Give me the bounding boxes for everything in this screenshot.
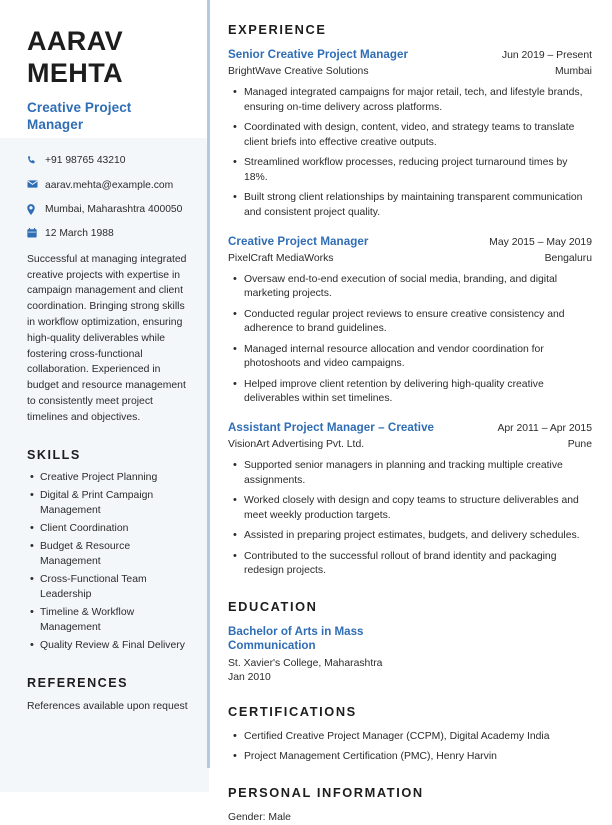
skills-list — [27, 471, 191, 654]
education-heading: EDUCATION — [228, 599, 592, 614]
job-location: Mumbai — [555, 65, 592, 79]
job-dates: May 2015 – May 2019 — [489, 236, 592, 249]
list-item: • Cross-Functional Team Leadership — [40, 573, 191, 603]
references-heading: REFERENCES — [27, 676, 191, 690]
job-dates: Apr 2011 – Apr 2015 — [497, 422, 592, 435]
skills-heading: SKILLS — [27, 448, 191, 462]
list-item: • Client Coordination — [40, 522, 191, 537]
candidate-name — [27, 26, 191, 90]
contact-phone-text: +91 98765 43210 — [45, 154, 125, 167]
contact-list — [27, 133, 191, 241]
list-item: • Project Management Certification (PMC), Henry Harvin — [244, 750, 592, 765]
entry-title-row — [228, 48, 592, 62]
job-title: Senior Creative Project Manager — [228, 48, 408, 62]
list-item: • Oversaw end-to-end execution of social media, branding, and digital marketing projects. — [244, 273, 592, 302]
list-item: • Budget & Resource Management — [40, 540, 191, 570]
job-bullets — [228, 86, 592, 221]
job-title: Creative Project Manager — [228, 235, 368, 249]
experience-entry — [228, 48, 592, 221]
professional-summary: Successful at managing integrated creative projects with expertise in campaign management and client coordination. Bringing strong skills in workflow optimization, ensuring high-quality deliverables while fostering cross-functional collaboration. Experienced in budget and resource management to consistently meet project timelines and objectives. — [27, 252, 191, 426]
certifications-heading: CERTIFICATIONS — [228, 704, 592, 719]
contact-location-text: Mumbai, Maharashtra 400050 — [45, 203, 182, 216]
contact-birthdate-text: 12 March 1988 — [45, 227, 114, 240]
contact-email-text: aarav.mehta@example.com — [45, 179, 173, 192]
job-dates: Jun 2019 – Present — [502, 49, 592, 62]
education-school: St. Xavier's College, Maharashtra — [228, 657, 592, 671]
job-company: VisionArt Advertising Pvt. Ltd. — [228, 438, 364, 452]
job-company: PixelCraft MediaWorks — [228, 252, 333, 266]
list-item: • Managed integrated campaigns for major retail, tech, and lifestyle brands, ensuring on-time delivery across platforms. — [244, 86, 592, 115]
contact-item-email — [27, 179, 191, 192]
calendar-icon — [27, 228, 40, 238]
job-bullets — [228, 273, 592, 408]
sidebar — [0, 0, 209, 792]
list-item: • Certified Creative Project Manager (CCPM), Digital Academy India — [244, 730, 592, 745]
list-item: • Timeline & Workflow Management — [40, 606, 191, 636]
list-item: • Assisted in preparing project estimates, budgets, and delivery schedules. — [244, 529, 592, 544]
entry-org-row — [228, 252, 592, 266]
job-company: BrightWave Creative Solutions — [228, 65, 369, 79]
contact-item-phone — [27, 154, 191, 167]
candidate-role: Creative Project Manager — [27, 99, 191, 134]
entry-title-row — [228, 421, 592, 435]
name-line-2: MEHTA — [27, 58, 191, 90]
education-date: Jan 2010 — [228, 671, 592, 685]
list-item: • Creative Project Planning — [40, 471, 191, 486]
experience-entry — [228, 421, 592, 579]
list-item: • Contributed to the successful rollout of brand identity and packaging redesign projects. — [244, 550, 592, 579]
name-line-1: AARAV — [27, 26, 191, 58]
list-item: • Managed internal resource allocation and vendor coordination for photoshoots and video campaigns. — [244, 343, 592, 372]
list-item: • Conducted regular project reviews to ensure creative consistency and adherence to brand guidelines. — [244, 308, 592, 337]
job-location: Pune — [568, 438, 592, 452]
contact-item-location — [27, 203, 191, 216]
entry-org-row — [228, 65, 592, 79]
entry-org-row — [228, 438, 592, 452]
certifications-list — [228, 730, 592, 764]
list-item: • Digital & Print Campaign Management — [40, 489, 191, 519]
list-item: • Supported senior managers in planning and tracking multiple creative assignments. — [244, 459, 592, 488]
education-degree: Bachelor of Arts in Mass Communication — [228, 625, 428, 654]
main-column — [209, 0, 612, 792]
list-item: • Coordinated with design, content, video, and strategy teams to translate client briefs into effective creative outputs. — [244, 121, 592, 150]
list-item: • Streamlined workflow processes, reducing project turnaround times by 18%. — [244, 156, 592, 185]
experience-entry — [228, 235, 592, 408]
job-bullets — [228, 459, 592, 579]
job-location: Bengaluru — [545, 252, 592, 266]
contact-item-birthdate — [27, 227, 191, 240]
experience-heading: EXPERIENCE — [228, 22, 592, 37]
entry-title-row — [228, 235, 592, 249]
list-item: • Quality Review & Final Delivery — [40, 639, 191, 654]
personal-gender: Gender: Male — [228, 811, 592, 825]
location-pin-icon — [27, 204, 40, 215]
list-item: • Helped improve client retention by delivering high-quality creative deliverables within set timelines. — [244, 378, 592, 407]
name-block — [27, 0, 191, 133]
education-entry — [228, 625, 592, 684]
email-icon — [27, 180, 40, 188]
phone-icon — [27, 155, 40, 165]
references-text: References available upon request — [27, 699, 191, 714]
personal-information-heading: PERSONAL INFORMATION — [228, 785, 592, 800]
list-item: • Worked closely with design and copy teams to structure deliverables and meet weekly production targets. — [244, 494, 592, 523]
job-title: Assistant Project Manager – Creative — [228, 421, 434, 435]
list-item: • Built strong client relationships by maintaining transparent communication and consistent project quality. — [244, 191, 592, 220]
